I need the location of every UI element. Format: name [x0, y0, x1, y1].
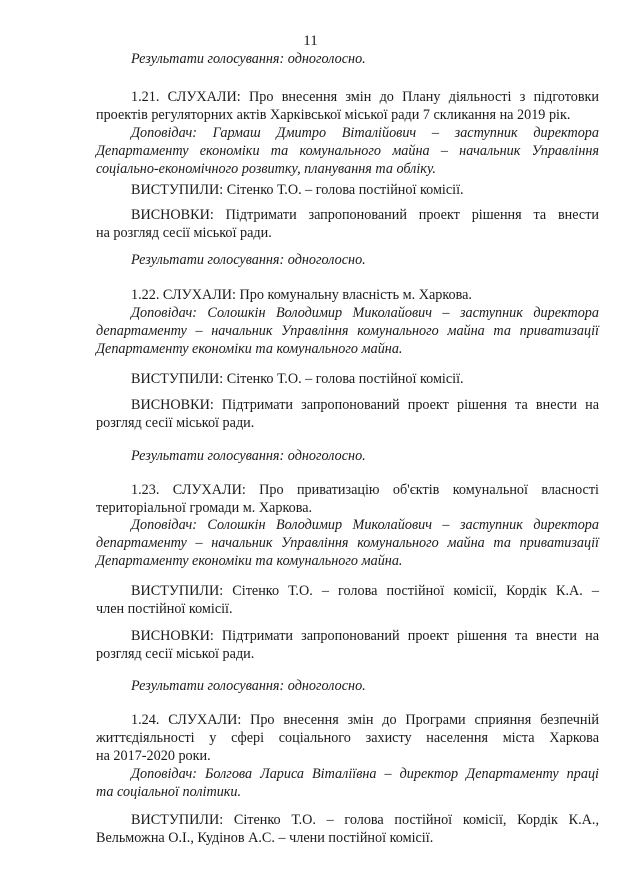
section-heard-line: 1.22. СЛУХАЛИ: Про комунальну власність м. Харкова.: [131, 287, 472, 303]
speaker-line: Департаменту економіки та комунального майна – начальник Управління: [96, 143, 599, 159]
speaker-line: Департаменту економіки та комунального майна.: [96, 553, 403, 569]
spoke-line: ВИСТУПИЛИ: Сітенко Т.О. – голова постійної комісії, Кордік К.А. –: [131, 583, 599, 599]
speaker-line: Доповідач: Болгова Лариса Віталіївна – директор Департаменту праці: [131, 766, 599, 782]
speaker-line: соціально-економічного розвитку, планування та обліку.: [96, 161, 436, 177]
voting-result: Результати голосування: одноголосно.: [131, 252, 366, 268]
voting-result: Результати голосування: одноголосно.: [131, 448, 366, 464]
section-heard-line: 1.21. СЛУХАЛИ: Про внесення змін до Плану діяльності з підготовки: [131, 89, 599, 105]
conclusion-line: ВИСНОВКИ: Підтримати запропонований проект рішення та внести на: [131, 397, 599, 413]
conclusion-line: ВИСНОВКИ: Підтримати запропонований проект рішення та внести на: [131, 628, 599, 644]
speaker-line: та соціальної політики.: [96, 784, 242, 800]
section-heard-line: 1.23. СЛУХАЛИ: Про приватизацію об'єктів комунальної власності: [131, 482, 599, 498]
speaker-line: Доповідач: Солошкін Володимир Миколайович – заступник директора: [131, 517, 599, 533]
section-heard-line: на 2017-2020 роки.: [96, 748, 211, 764]
spoke-line: ВИСТУПИЛИ: Сітенко Т.О. – голова постійної комісії, Кордік К.А.,: [131, 812, 599, 828]
speaker-line: Доповідач: Солошкін Володимир Миколайович – заступник директора: [131, 305, 599, 321]
voting-result: Результати голосування: одноголосно.: [131, 678, 366, 694]
section-heard-line: проектів регуляторних актів Харківської міської ради 7 скликання на 2019 рік.: [96, 107, 571, 123]
spoke-line: Вельможна О.І., Кудінов А.С. – члени постійної комісії.: [96, 830, 434, 846]
conclusion-line: на розгляд сесії міської ради.: [96, 225, 272, 241]
conclusion-line: розгляд сесії міської ради.: [96, 646, 255, 662]
section-heard-line: 1.24. СЛУХАЛИ: Про внесення змін до Програми сприяння безпечній: [131, 712, 599, 728]
voting-result: Результати голосування: одноголосно.: [131, 51, 366, 67]
spoke-line: ВИСТУПИЛИ: Сітенко Т.О. – голова постійної комісії.: [131, 371, 464, 387]
spoke-line: ВИСТУПИЛИ: Сітенко Т.О. – голова постійної комісії.: [131, 182, 464, 198]
section-heard-line: життєдіяльності у сфері соціального захисту населення міста Харкова: [96, 730, 599, 746]
speaker-line: департаменту – начальник Управління комунального майна та приватизації: [96, 535, 599, 551]
speaker-line: департаменту – начальник Управління комунального майна та приватизації: [96, 323, 599, 339]
speaker-line: Департаменту економіки та комунального майна.: [96, 341, 403, 357]
speaker-line: Доповідач: Гармаш Дмитро Віталійович – заступник директора: [131, 125, 599, 141]
page-number: 11: [303, 33, 318, 49]
conclusion-line: ВИСНОВКИ: Підтримати запропонований проект рішення та внести: [131, 207, 599, 223]
conclusion-line: розгляд сесії міської ради.: [96, 415, 255, 431]
section-heard-line: територіальної громади м. Харкова.: [96, 500, 313, 516]
spoke-line: член постійної комісії.: [96, 601, 233, 617]
